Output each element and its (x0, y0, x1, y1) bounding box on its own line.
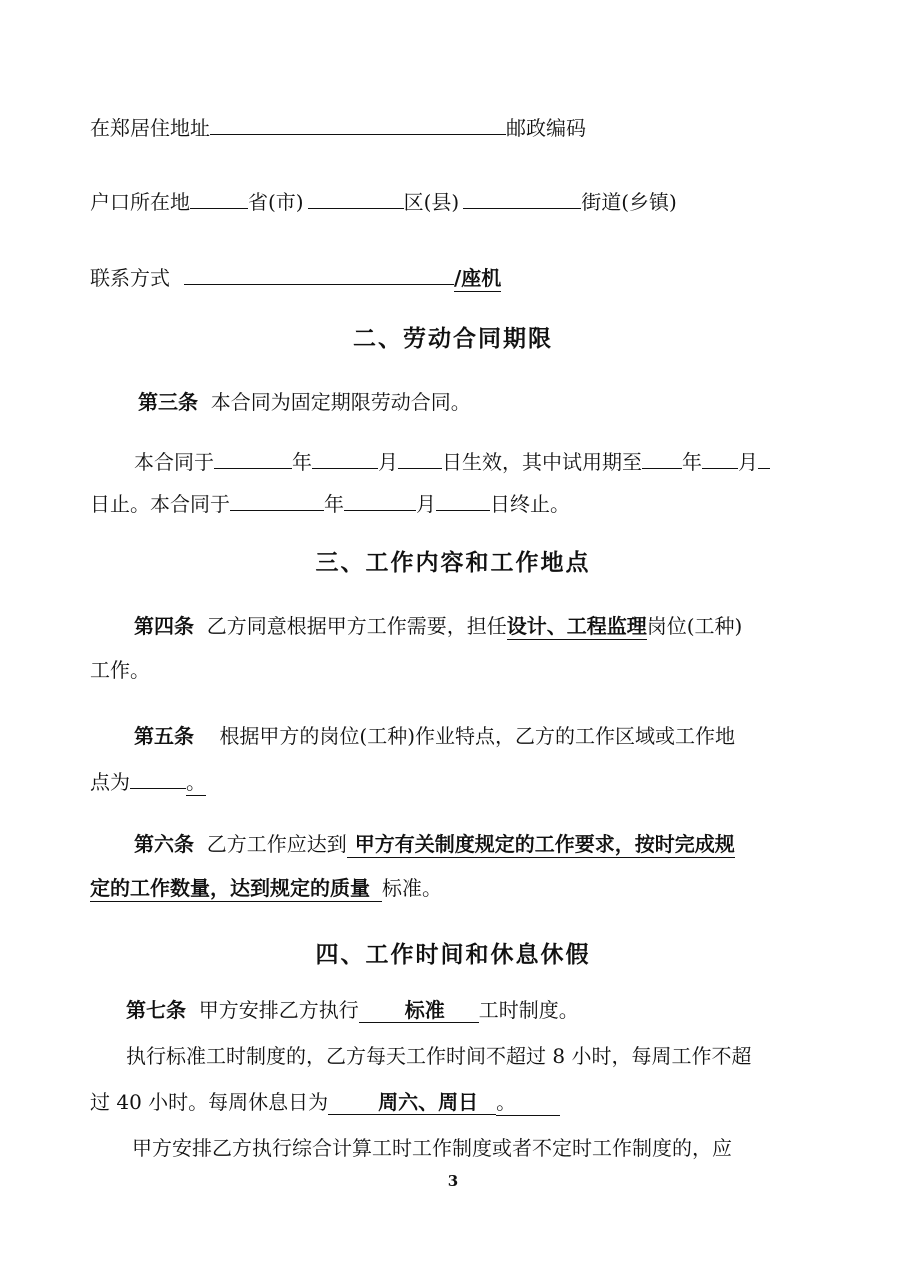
article-3-text: 本合同为固定期限劳动合同。 (210, 390, 471, 414)
end-day-blank[interactable] (436, 488, 490, 511)
standard-hours-line-1 (126, 1042, 846, 1070)
article-6-line-2 (90, 874, 846, 902)
start-day-blank[interactable] (398, 446, 442, 469)
comprehensive-hours-text: 甲方安排乙方执行综合计算工时工作制度或者不定时工作制度的，应 (132, 1136, 732, 1160)
district-label: 区(县) (403, 190, 460, 214)
residence-label: 在郑居住地址 (90, 116, 210, 140)
rest-days-end: 。 (496, 1090, 560, 1116)
article-5-line-1 (134, 722, 846, 750)
article-3 (138, 388, 846, 416)
article-4-line-2 (90, 656, 846, 684)
article-7-line-1 (126, 996, 846, 1024)
contract-term-line-2 (90, 488, 846, 518)
section-2-heading: 二、劳动合同期限 (353, 326, 553, 352)
section-4-heading: 四、工作时间和休息休假 (315, 942, 591, 968)
month-label: 月 (378, 450, 398, 474)
article-5-end: 。 (186, 770, 206, 794)
street-blank[interactable] (463, 186, 581, 209)
hukou-line (90, 186, 846, 216)
year-label: 年 (292, 450, 312, 474)
comprehensive-hours-line-1 (132, 1134, 846, 1162)
article-7-text: 甲方安排乙方执行 (198, 998, 359, 1022)
article-3-number: 第三条 (138, 390, 198, 414)
article-7-end: 工时制度。 (478, 998, 579, 1022)
year-label: 年 (682, 450, 702, 474)
article-6-end: 标准。 (382, 876, 442, 900)
province-blank[interactable] (190, 186, 248, 209)
effective-day-text: 日生效，其中试用期至 (442, 450, 642, 474)
hukou-label: 户口所在地 (90, 190, 190, 214)
work-requirement-line-1: 甲方有关制度规定的工作要求，按时完成规 (347, 832, 735, 858)
article-5-text: 根据甲方的岗位(工种)作业特点，乙方的工作区域或工作地 (219, 724, 736, 748)
article-6-number: 第六条 (134, 832, 194, 856)
contact-line (90, 262, 846, 292)
article-6-line-1 (134, 830, 846, 858)
job-position-value: 设计、工程监理 (506, 614, 647, 638)
article-5-number: 第五条 (134, 724, 194, 748)
start-year-blank[interactable] (214, 446, 292, 469)
rest-days-prefix: 过 40 小时。每周休息日为 (90, 1090, 329, 1114)
effective-prefix: 本合同于 (134, 450, 214, 474)
work-requirement-line-2: 定的工作数量，达到规定的质量 (90, 876, 382, 902)
postcode-label: 邮政编码 (506, 116, 586, 140)
article-6-text: 乙方工作应达到 (206, 832, 347, 856)
article-7-number: 第七条 (126, 998, 186, 1022)
end-year-blank[interactable] (230, 488, 324, 511)
probation-day-blank[interactable] (758, 446, 770, 469)
residence-address-line (90, 112, 846, 142)
contact-label: 联系方式 (90, 266, 170, 290)
street-label: 街道(乡镇) (581, 190, 677, 214)
residence-blank[interactable] (210, 112, 506, 135)
article-4-position-label: 岗位(工种) (646, 614, 743, 638)
article-4-number: 第四条 (134, 614, 194, 638)
standard-hours-line-2 (90, 1088, 846, 1116)
contract-term-line-1 (134, 446, 846, 476)
article-5-continuation: 点为 (90, 770, 130, 794)
article-5-line-2 (90, 766, 846, 796)
end-month-blank[interactable] (344, 488, 416, 511)
district-blank[interactable] (308, 186, 404, 209)
work-hour-system-value: 标准 (359, 998, 479, 1023)
probation-year-blank[interactable] (642, 446, 682, 469)
year-label: 年 (324, 492, 344, 516)
end-day-text: 日终止。 (490, 492, 570, 516)
start-month-blank[interactable] (312, 446, 378, 469)
section-3-heading: 三、工作内容和工作地点 (315, 550, 591, 576)
article-4-text: 乙方同意根据甲方工作需要，担任 (206, 614, 507, 638)
end-prefix: 日止。本合同于 (90, 492, 230, 516)
work-location-blank[interactable] (130, 766, 186, 789)
landline-label: /座机 (454, 266, 502, 290)
month-label: 月 (738, 450, 758, 474)
article-4-continuation: 工作。 (90, 658, 150, 682)
article-4-line-1 (134, 612, 846, 640)
standard-hours-text: 执行标准工时制度的，乙方每天工作时间不超过 8 小时，每周工作不超 (126, 1044, 752, 1068)
month-label: 月 (416, 492, 436, 516)
contact-blank[interactable] (184, 262, 454, 285)
province-label: 省(市) (248, 190, 304, 214)
rest-days-value: 周六、周日 (328, 1090, 496, 1115)
probation-month-blank[interactable] (702, 446, 738, 469)
page-number: 3 (447, 1172, 459, 1190)
